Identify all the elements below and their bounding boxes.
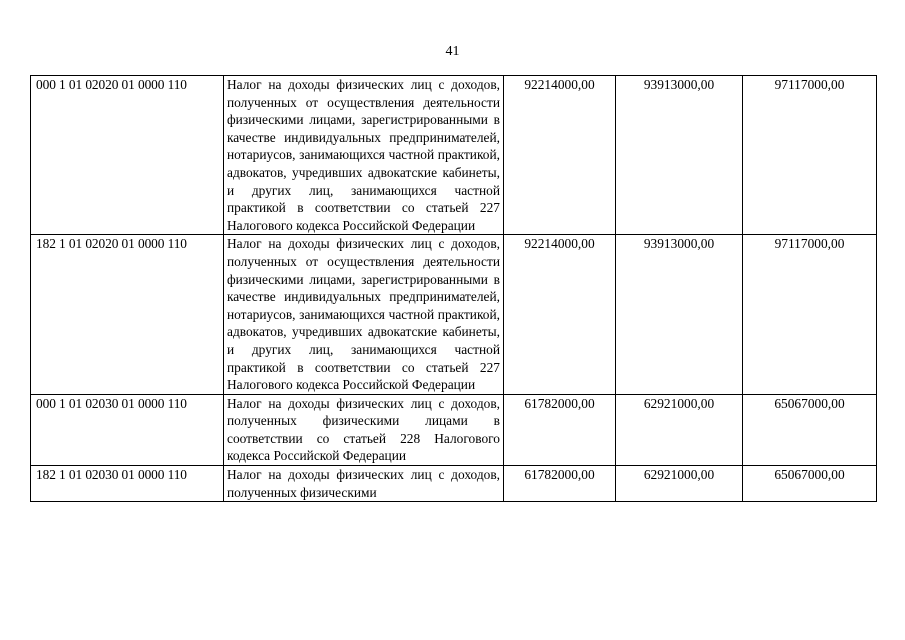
budget-code-cell: 000 1 01 02020 01 0000 110 <box>31 76 224 235</box>
amount-year-3-cell: 65067000,00 <box>743 394 877 465</box>
revenue-name-cell: Налог на доходы физических лиц с доходов, полученных физическими <box>224 466 504 502</box>
amount-year-2-cell: 62921000,00 <box>616 394 743 465</box>
amount-year-1-cell: 61782000,00 <box>504 394 616 465</box>
amount-year-1-cell: 61782000,00 <box>504 466 616 502</box>
table-row <box>31 466 877 502</box>
revenue-table <box>30 75 877 502</box>
amount-year-3-cell: 97117000,00 <box>743 235 877 394</box>
revenue-name-cell: Налог на доходы физических лиц с доходов, полученных от осуществления деятельности физическими лицами, зарегистрированными в качестве индивидуальных предпринимателей, нотариусов, занимающихся частной практикой, адвокатов, учредивших адвокатские кабинеты, и других лиц, занимающихся частной практикой в соответствии со статьей 227 Налогового кодекса Российской Федерации <box>224 76 504 235</box>
amount-year-2-cell: 93913000,00 <box>616 235 743 394</box>
amount-year-3-cell: 65067000,00 <box>743 466 877 502</box>
table-row <box>31 76 877 235</box>
amount-year-1-cell: 92214000,00 <box>504 76 616 235</box>
table-row <box>31 235 877 394</box>
budget-code-cell: 182 1 01 02020 01 0000 110 <box>31 235 224 394</box>
revenue-name-cell: Налог на доходы физических лиц с доходов, полученных от осуществления деятельности физическими лицами, зарегистрированными в качестве индивидуальных предпринимателей, нотариусов, занимающихся частной практикой, адвокатов, учредивших адвокатские кабинеты, и других лиц, занимающихся частной практикой в соответствии со статьей 227 Налогового кодекса Российской Федерации <box>224 235 504 394</box>
revenue-name-cell: Налог на доходы физических лиц с доходов, полученных физическими лицами в соответствии со статьей 228 Налогового кодекса Российской Федерации <box>224 394 504 465</box>
amount-year-2-cell: 62921000,00 <box>616 466 743 502</box>
table-row <box>31 394 877 465</box>
amount-year-3-cell: 97117000,00 <box>743 76 877 235</box>
amount-year-1-cell: 92214000,00 <box>504 235 616 394</box>
budget-code-cell: 182 1 01 02030 01 0000 110 <box>31 466 224 502</box>
budget-code-cell: 000 1 01 02030 01 0000 110 <box>31 394 224 465</box>
page-number: 41 <box>445 44 460 59</box>
amount-year-2-cell: 93913000,00 <box>616 76 743 235</box>
